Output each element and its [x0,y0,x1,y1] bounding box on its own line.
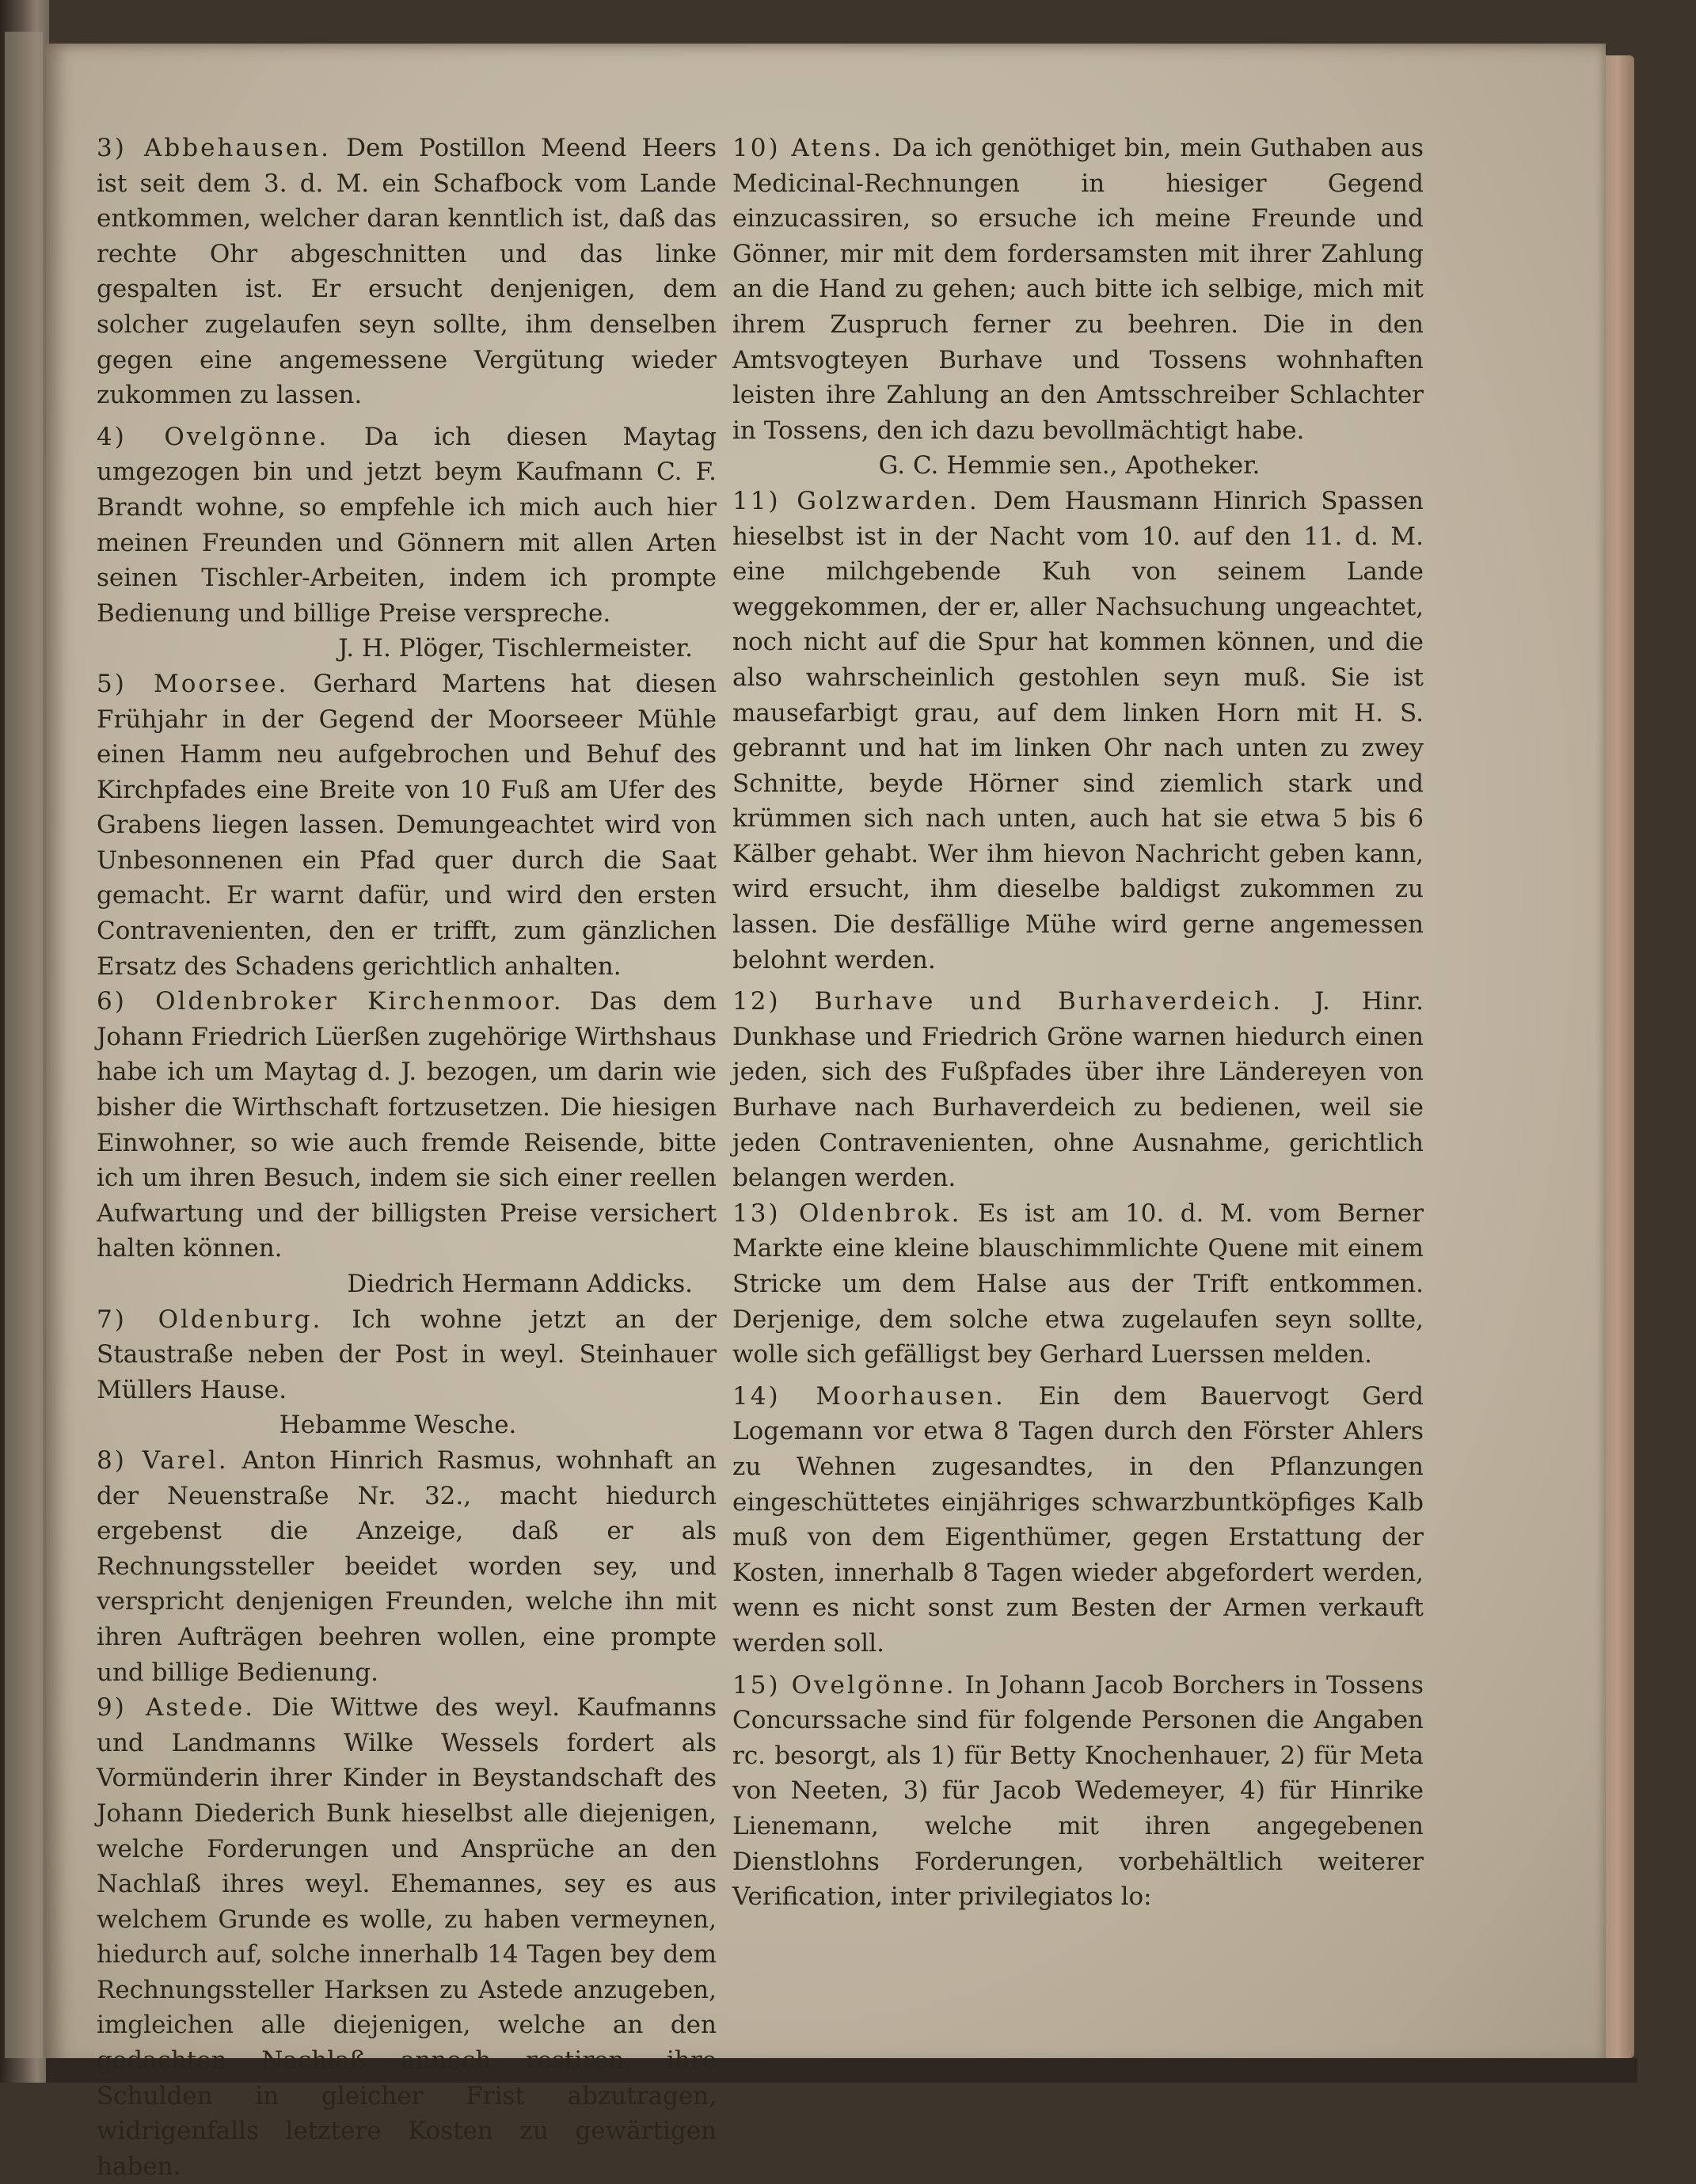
notice-body: Anton Hinrich Rasmus, wohnhaft an der Neuenstraße Nr. 32., macht hiedurch ergebenst die Anzeige, daß er als Rechnungssteller beeidet worden sey, und verspricht denjenigen Freunden, welche ihn mit ihren Aufträgen beehren wollen, eine prompte und billige Bedienung. [97,1445,717,1687]
notice-body: Gerhard Martens hat diesen Frühjahr in der Gegend der Moorseeer Mühle einen Hamm neu aufgebrochen und Behuf des Kirchpfades eine Breite von 10 Fuß am Ufer des Grabens liegen lassen. Demungeachtet wird von Unbesonnenen ein Pfad quer durch die Saat gemacht. Er warnt dafür, und wird den ersten Contravenienten, den er trifft, zum gänzlichen Ersatz des Schadens gerichtlich anhalten. [97,669,717,981]
notice-14 [715,1379,1424,1662]
notice-12 [715,984,1424,1196]
notice-15 [715,1668,1424,1915]
notice-body: Ein dem Bauervogt Gerd Logemann vor etwa 8 Tagen durch den Förster Ahlers zu Wehnen zugesandtes, in den Pflanzungen eingeschüttetes einjähriges schwarzbuntköpfiges Kalb muß von dem Eigenthümer, gegen Erstattung der Kosten, innerhalb 8 Tagen wieder abgefordert werden, wenn es nicht sonst zum Besten der Armen verkauft werden soll. [732,1381,1424,1658]
notice-body: Da ich diesen Maytag umgezogen bin und jetzt beym Kaufmann C. F. Brandt wohne, so empfehle ich mich auch hier meinen Freunden und Gönnern mit allen Arten seinen Tischler-Arbeiten, indem ich prompte Bedienung und billige Preise verspreche. [97,422,717,628]
notice-7 [79,1302,717,1443]
notice-10 [715,131,1424,484]
notice-heading: 14) Moorhausen. [732,1381,1006,1411]
notice-body: J. Hinr. Dunkhase und Friedrich Gröne warnen hiedurch einen jeden, sich des Fußpfades über ihre Ländereyen von Burhave nach Burhaverdeich zu bedienen, weil sie jeden Contravenienten, ohne Ausnahme, gerichtlich belangen werden. [732,987,1424,1193]
notice-heading: 4) Ovelgönne. [97,422,329,451]
notice-13 [715,1196,1424,1373]
notice-heading: 8) Varel. [97,1445,229,1475]
notice-signature: J. H. Plöger, Tischlermeister. [338,634,693,663]
notice-heading: 7) Oldenburg. [97,1305,323,1334]
notice-heading: 6) Oldenbroker Kirchenmoor. [97,987,564,1016]
notice-body: Es ist am 10. d. M. vom Berner Markte eine kleine blauschimmlichte Quene mit einem Stricke um dem Halse aus der Trift entkommen. Derjenige, dem solche etwa zugelaufen seyn sollte, wolle sich gefälligst bey Gerhard Luerssen melden. [732,1198,1424,1369]
notice-4 [79,420,717,667]
notice-5 [79,667,717,984]
previous-page-edge [0,0,49,2083]
notice-6 [79,984,717,1301]
notice-heading: 12) Burhave und Burhaverdeich. [732,987,1283,1016]
notice-3 [79,131,717,413]
notice-heading: 13) Oldenbrok. [732,1198,962,1228]
notice-heading: 10) Atens. [732,134,884,162]
notice-heading: 3) Abbehausen. [97,134,331,162]
notice-signature: G. C. Hemmie sen., Apotheker. [878,451,1261,480]
notice-body: In Johann Jacob Borchers in Tossens Concurssache sind für folgende Personen die Angaben rc. besorgt, als 1) für Betty Knochenhauer, 2) für Meta von Neeten, 3) für Jacob Wedemeyer, 4) für Hinrike Lienemann, welche mit ihren angegebenen Dienstlohns Forderungen, vorbehältlich weiterer Verification, inter privilegiatos lo: [732,1670,1424,1912]
page-edge [1606,55,1634,2058]
notice-heading: 9) Astede. [97,1693,256,1723]
notice-11 [715,484,1424,978]
notice-heading: 15) Ovelgönne. [732,1670,956,1700]
notice-heading: 11) Golzwarden. [732,486,979,515]
left-column [79,131,717,2184]
right-column [715,131,1424,1915]
notice-signature: Diedrich Hermann Addicks. [347,1270,693,1298]
notice-heading: 5) Moorsee. [97,669,289,698]
notice-8 [79,1443,717,1690]
notice-body: Dem Hausmann Hinrich Spassen hieselbst ist in der Nacht vom 10. auf den 11. d. M. eine milchgebende Kuh von seinem Lande weggekommen, der er, aller Nachsuchung ungeachtet, noch nicht auf die Spur hat kommen können, und die also wahrscheinlich gestohlen seyn muß. Sie ist mausefarbigt grau, auf dem linken Horn mit H. S. gebrannt und hat im linken Ohr nach unten zu zwey Schnitte, beyde Hörner sind ziemlich stark und krümmen sich nach unten, auch hat sie etwa 5 bis 6 Kälber gehabt. Wer ihm hievon Nachricht geben kann, wird ersucht, ihm dieselbe baldigst zukommen zu lassen. Die desfällige Mühe wird gerne angemessen belohnt werden. [732,486,1424,974]
notice-body: Das dem Johann Friedrich Lüerßen zugehörige Wirthshaus habe ich um Maytag d. J. bezogen, um darin wie bisher die Wirthschaft fortzusetzen. Die hiesigen Einwohner, so wie auch fremde Reisende, bitte ich um ihren Besuch, indem sie sich einer reellen Aufwartung und der billigsten Preise versichert halten können. [97,987,717,1263]
notice-body: Ich wohne jetzt an der Staustraße neben der Post in weyl. Steinhauer Müllers Hause. [97,1305,717,1404]
notice-body: Da ich genöthiget bin, mein Guthaben aus Medicinal-Rechnungen in hiesiger Gegend einzucassiren, so ersuche ich meine Freunde und Gönner, mir mit dem fordersamsten mit ihrer Zahlung an die Hand zu gehen; auch bitte ich selbige, mich mit ihrem Zuspruch ferner zu beehren. Die in den Amtsvogteyen Burhave und Tossens wohnhaften leisten ihre Zahlung an den Amtsschreiber Schlachter in Tossens, den ich dazu bevollmächtigt habe. [732,134,1424,445]
notice-signature: Hebamme Wesche. [279,1411,517,1440]
notice-body: Die Wittwe des weyl. Kaufmanns und Landmanns Wilke Wessels fordert als Vormünderin ihrer Kinder in Beystandschaft des Johann Diederich Bunk hieselbst alle diejenigen, welche Forderungen und Ansprüche an den Nachlaß ihres weyl. Ehemannes, sey es aus welchem Grunde es wolle, zu haben vermeynen, hiedurch auf, solche innerhalb 14 Tagen bey dem Rechnungssteller Harksen zu Astede anzugeben, imgleichen alle diejenigen, welche an den gedachten Nachlaß annoch restiren, ihre Schulden in gleicher Frist abzutragen, widrigenfalls letztere Kosten zu gewärtigen haben. [97,1693,717,2181]
notice-body: Dem Postillon Meend Heers ist seit dem 3. d. M. ein Schafbock vom Lande entkommen, welcher daran kenntlich ist, daß das rechte Ohr abgeschnitten und das linke gespalten ist. Er ersucht denjenigen, dem solcher zugelaufen seyn sollte, ihm denselben gegen eine angemessene Vergütung wieder zukommen zu lassen. [97,134,717,410]
notice-9 [79,1690,717,2184]
